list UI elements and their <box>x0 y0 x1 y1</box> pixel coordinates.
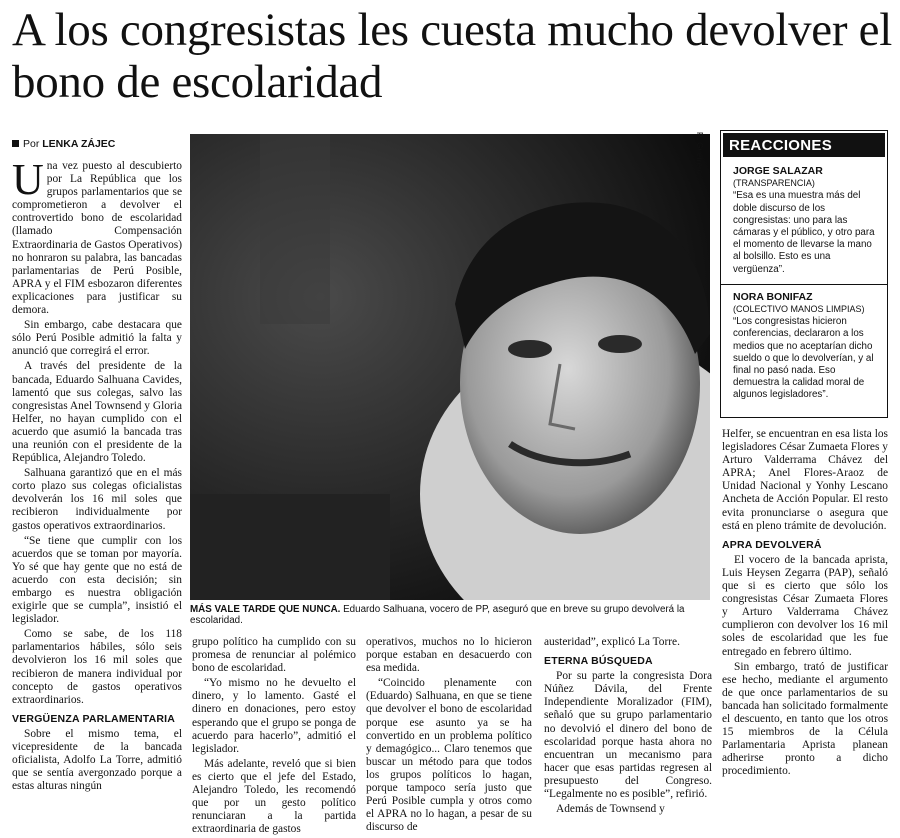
caption-text: Eduardo Salhuana, vocero de PP, aseguró que en breve su grupo devolverá la escolaridad. <box>190 604 685 626</box>
reactions-title: REACCIONES <box>723 133 885 157</box>
paragraph: A través del presidente de la bancada, Eduardo Salhuana Cavides, lamentó que sus colegas, salvo las congresistas Anel Townsend y Gloria Helfer, no hayan cumplido con el acuerdo que asumió la bancada tras una reunión con el presidente de la República, Alejandro Toledo. <box>12 360 182 465</box>
paragraph: Por su parte la congresista Dora Núñez Dávila, del Frente Independiente Moralizador (FIM), señaló que su grupo parlamentario no devolvió el dinero del bono de escolaridad porque hasta ahora no encuentran un mecanismo para hacer que esas partidas regresen al presupuesto del Congreso. “Legalmente no es posible”, refirió. <box>544 670 712 801</box>
article-photo <box>190 134 710 600</box>
reaction-name: JORGE SALAZAR <box>733 165 823 177</box>
article-column-4 <box>544 636 712 818</box>
paragraph: Sobre el mismo tema, el vicepresidente de la bancada oficialista, Adolfo La Torre, admitió que se sentía avergonzado porque a estas alturas ningún <box>12 727 182 793</box>
article-column-5 <box>722 428 888 780</box>
caption-lead: MÁS VALE TARDE QUE NUNCA. <box>190 604 341 615</box>
drop-cap: U <box>12 155 44 204</box>
paragraph: Una vez puesto al descubierto por La República que los grupos parlamentarios que se comprometieron a devolver el controvertido bono de escolaridad (llamado Compensación Extraordinaria de Gastos Operativos) no honraron su palabra, las bancadas parlamentarias de Perú Posible, APRA y el FIM esbozaron diferentes explicaciones para justificar su demora. <box>12 155 182 317</box>
reaction-name: NORA BONIFAZ <box>733 290 813 303</box>
article-column-2 <box>192 636 356 838</box>
paragraph: Helfer, se encuentran en esa lista los legisladores César Zumaeta Flores y Arturo Valderrama Chávez del APRA; Anel Flores-Araoz de Unidad Nacional y Yonhy Lescano Ancheta de Acción Popular. El resto evita pronunciarse o asegura que está en pleno trámite de devolución. <box>722 428 888 532</box>
paragraph: Sin embargo, trató de justificar ese hecho, mediante el argumento de que once parlamentarios de su bancada han solicitado formalmente el descuento, en tanto que los otros 15 miembros de la Célula Parlamentaria Aprista planean adherirse pronto a dicho procedimiento. <box>722 660 888 778</box>
paragraph: “Coincido plenamente con (Eduardo) Salhuana, en que se tiene que devolver el bono de escolaridad porque ese asunto ya se ha convertido en un problema político y demagógico... Claro tenemos que buscar un método para que todos los grupos políticos lo hagan, porque tampoco sería justo que Perú Posible cumpla y otros como el APRA no lo hagan, a pesar de su discurso de <box>366 677 532 834</box>
section-subhead: ETERNA BÚSQUEDA <box>544 655 653 668</box>
paragraph: El vocero de la bancada aprista, Luis Heysen Zegarra (PAP), señaló que si es cierto que sólo los congresistas César Zumaeta Flores y Arturo Valderrama Chávez cumplieron con devolver los 16 mil soles de escolaridad que les fue entregado en febrero último. <box>722 553 888 658</box>
paragraph: “Se tiene que cumplir con los acuerdos que se toman por mayoría. Yo sé que hay gente que no está de acuerdo con esta decisión; sin embargo es nuestra obligación exigirle que se cumpla”, insistió el legislador. <box>12 534 182 626</box>
photo-credit: R. Guerrero <box>695 132 704 175</box>
reactions-box <box>720 130 888 418</box>
paragraph: Como se sabe, de los 118 parlamentarios hábiles, sólo seis devolvieron los 16 mil soles que recibieron de manera individual por concepto de gastos operativos extraordinarios. <box>12 628 182 706</box>
section-subhead: APRA DEVOLVERÁ <box>722 538 822 551</box>
divider <box>721 284 887 285</box>
headline: A los congresistas les cuesta mucho devolver el bono de escolaridad <box>12 4 892 108</box>
square-bullet-icon <box>12 140 19 147</box>
paragraph: operativos, muchos no lo hicieron porque estaban en desacuerdo con esa medida. <box>366 636 532 675</box>
article-column-1 <box>12 155 182 795</box>
photo-caption <box>190 604 710 626</box>
paragraph: Sin embargo, cabe destacara que sólo Perú Posible admitió la falta y anunció que corregirá el error. <box>12 319 182 358</box>
byline-author: LENKA ZÁJEC <box>42 138 116 150</box>
paragraph: Salhuana garantizó que en el más corto plazo sus colegas oficialistas devolverán los 16 mil soles que recibieron individualmente por gastos operativos extraordinarios. <box>12 467 182 532</box>
article-column-3 <box>366 636 532 836</box>
reaction-quote: “Esa es una muestra más del doble discurso de los congresistas: uno para las cámaras y el público, y otro para el momento de llevarse la mano al bolsillo. Esto es una vergüenza”. <box>733 190 875 275</box>
paragraph: Además de Townsend y <box>556 803 665 816</box>
reaction-quote: “Los congresistas hicieron conferencias, declararon a los medios que no aceptarían dicho sueldo o que lo devolverían, y al final no pasó nada. Eso demuestra la calidad moral de algunos legisladores”. <box>733 316 874 401</box>
reaction-org: (TRANSPARENCIA) <box>733 178 815 189</box>
byline-prefix: Por <box>23 138 40 150</box>
section-subhead: VERGÜENZA PARLAMENTARIA <box>12 712 176 725</box>
paragraph: Más adelante, reveló que si bien es cierto que el jefe del Estado, Alejandro Toledo, les recomendó que por un gesto político renunciaran a la partida extraordinaria de gastos <box>192 757 356 836</box>
byline <box>12 138 115 150</box>
paragraph: “Yo mismo no he devuelto el dinero, y lo lamento. Gasté el dinero en donaciones, pero estoy esperando que el grupo se ponga de acuerdo para hacerlo”, admitió el legislador. <box>192 677 356 755</box>
paragraph: austeridad”, explicó La Torre. <box>544 636 680 648</box>
reaction-org: (COLECTIVO MANOS LIMPIAS) <box>733 304 865 315</box>
portrait-image <box>190 134 710 600</box>
paragraph: grupo político ha cumplido con su promesa de renunciar al polémico bono de escolaridad. <box>192 636 356 675</box>
